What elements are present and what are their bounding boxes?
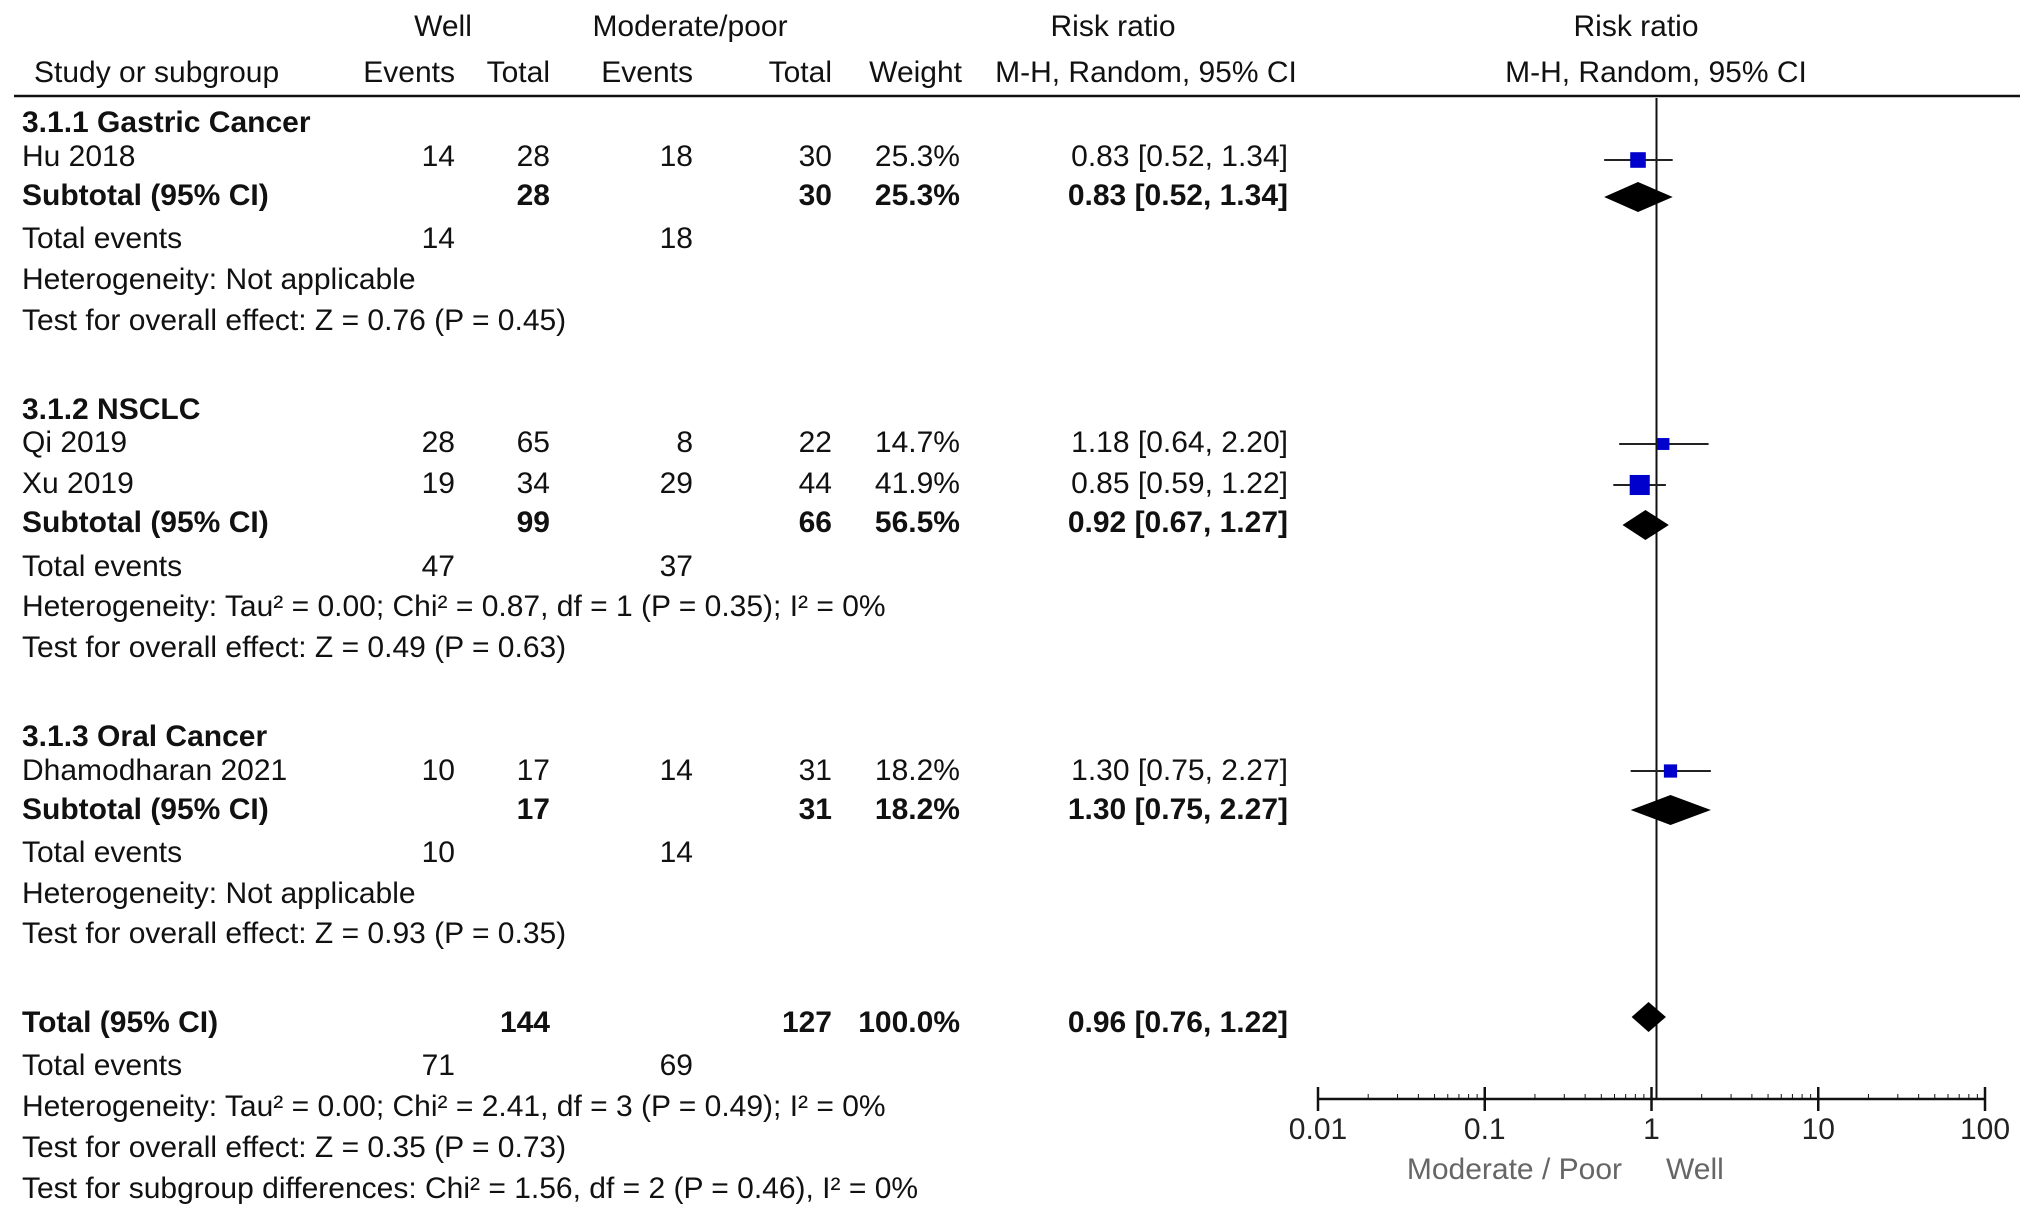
events2: 14	[659, 754, 693, 787]
col-events1: Events	[363, 56, 455, 89]
events2: 29	[659, 467, 693, 500]
subtotal-weight: 25.3%	[874, 179, 960, 212]
total-events-label: Total events	[22, 222, 183, 255]
subtotal-label: Subtotal (95% CI)	[22, 179, 269, 212]
total-diamond	[1632, 1002, 1666, 1032]
subtotal-ci-text: 1.30 [0.75, 2.27]	[1067, 793, 1288, 826]
total1: 34	[516, 467, 550, 500]
x-tick-label: 100	[1959, 1113, 2011, 1146]
study-name: Hu 2018	[22, 140, 136, 173]
subgroup-title: 3.1.3 Oral Cancer	[22, 720, 268, 753]
total-events-2: 37	[659, 550, 693, 583]
subtotal-total1: 99	[516, 506, 550, 539]
subgroup-differences: Test for subgroup differences: Chi² = 1.56, df = 2 (P = 0.46), I² = 0%	[22, 1172, 919, 1205]
events1: 19	[421, 467, 455, 500]
heterogeneity: Heterogeneity: Not applicable	[22, 877, 416, 910]
subtotal-diamond	[1622, 510, 1668, 540]
total-events-label: Total events	[22, 1049, 183, 1082]
study-point	[1630, 475, 1650, 495]
study-point	[1630, 152, 1646, 168]
subtotal-weight: 56.5%	[874, 506, 960, 539]
heterogeneity: Heterogeneity: Not applicable	[22, 263, 416, 296]
weight: 41.9%	[874, 467, 960, 500]
col-weight: Weight	[869, 56, 962, 89]
subtotal-total1: 17	[516, 793, 550, 826]
group2-header: Moderate/poor	[592, 10, 788, 43]
favours-right: Well	[1666, 1153, 1724, 1186]
total-events-label: Total events	[22, 550, 183, 583]
total-events-2: 18	[659, 222, 693, 255]
x-tick-label: 10	[1801, 1113, 1835, 1146]
total-events-1: 47	[421, 550, 455, 583]
total-weight: 100.0%	[858, 1006, 960, 1039]
overall-effect: Test for overall effect: Z = 0.93 (P = 0.35)	[22, 917, 567, 950]
study-name: Qi 2019	[22, 426, 128, 459]
total-total1: 144	[499, 1006, 550, 1039]
total1: 17	[516, 754, 550, 787]
group1-header: Well	[414, 10, 472, 43]
plot-title: Risk ratio	[1573, 10, 1699, 43]
col-method: M-H, Random, 95% CI	[995, 56, 1297, 89]
favours-left: Moderate / Poor	[1406, 1153, 1622, 1186]
events1: 28	[421, 426, 455, 459]
plot-method: M-H, Random, 95% CI	[1505, 56, 1807, 89]
total2: 44	[798, 467, 832, 500]
col-study: Study or subgroup	[34, 56, 280, 89]
subtotal-label: Subtotal (95% CI)	[22, 793, 269, 826]
x-tick-label: 0.1	[1463, 1113, 1506, 1146]
total-total2: 127	[781, 1006, 832, 1039]
subtotal-diamond	[1604, 182, 1673, 212]
subtotal-total2: 66	[798, 506, 832, 539]
total-events-1: 14	[421, 222, 455, 255]
study-name: Dhamodharan 2021	[22, 754, 288, 787]
subtotal-ci-text: 0.83 [0.52, 1.34]	[1067, 179, 1288, 212]
effect-measure-header: Risk ratio	[1050, 10, 1176, 43]
x-tick-label: 1	[1643, 1113, 1660, 1146]
ci-text: 0.83 [0.52, 1.34]	[1071, 140, 1288, 173]
study-point	[1658, 438, 1670, 450]
weight: 25.3%	[874, 140, 960, 173]
subgroup-title: 3.1.2 NSCLC	[22, 393, 201, 426]
x-tick-label: 0.01	[1288, 1113, 1348, 1146]
subtotal-ci-text: 0.92 [0.67, 1.27]	[1067, 506, 1288, 539]
weight: 14.7%	[874, 426, 960, 459]
study-name: Xu 2019	[22, 467, 134, 500]
ci-text: 1.18 [0.64, 2.20]	[1071, 426, 1288, 459]
total1: 28	[516, 140, 550, 173]
events1: 10	[421, 754, 455, 787]
events2: 8	[676, 426, 693, 459]
total-events-2: 14	[659, 836, 693, 869]
total-label: Total (95% CI)	[22, 1006, 219, 1039]
total-events-label: Total events	[22, 836, 183, 869]
ci-text: 0.85 [0.59, 1.22]	[1071, 467, 1288, 500]
col-total2: Total	[768, 56, 832, 89]
subtotal-weight: 18.2%	[874, 793, 960, 826]
ci-text: 1.30 [0.75, 2.27]	[1071, 754, 1288, 787]
total2: 31	[798, 754, 832, 787]
study-point	[1664, 764, 1677, 777]
subtotal-total2: 31	[798, 793, 832, 826]
heterogeneity: Heterogeneity: Tau² = 0.00; Chi² = 2.41, df = 3 (P = 0.49); I² = 0%	[22, 1090, 886, 1123]
total2: 22	[798, 426, 832, 459]
heterogeneity: Heterogeneity: Tau² = 0.00; Chi² = 0.87, df = 1 (P = 0.35); I² = 0%	[22, 590, 886, 623]
col-events2: Events	[601, 56, 693, 89]
subtotal-total1: 28	[516, 179, 550, 212]
total2: 30	[798, 140, 832, 173]
subtotal-diamond	[1631, 795, 1711, 825]
events2: 18	[659, 140, 693, 173]
col-total1: Total	[486, 56, 550, 89]
total1: 65	[516, 426, 550, 459]
subtotal-label: Subtotal (95% CI)	[22, 506, 269, 539]
overall-effect: Test for overall effect: Z = 0.76 (P = 0.45)	[22, 304, 567, 337]
total-events-1: 71	[421, 1049, 455, 1082]
subgroup-title: 3.1.1 Gastric Cancer	[22, 106, 311, 139]
total-events-1: 10	[421, 836, 455, 869]
subtotal-total2: 30	[798, 179, 832, 212]
weight: 18.2%	[874, 754, 960, 787]
total-ci-text: 0.96 [0.76, 1.22]	[1067, 1006, 1288, 1039]
overall-effect: Test for overall effect: Z = 0.35 (P = 0.73)	[22, 1131, 567, 1164]
overall-effect: Test for overall effect: Z = 0.49 (P = 0.63)	[22, 631, 567, 664]
events1: 14	[421, 140, 455, 173]
total-events-2: 69	[659, 1049, 693, 1082]
